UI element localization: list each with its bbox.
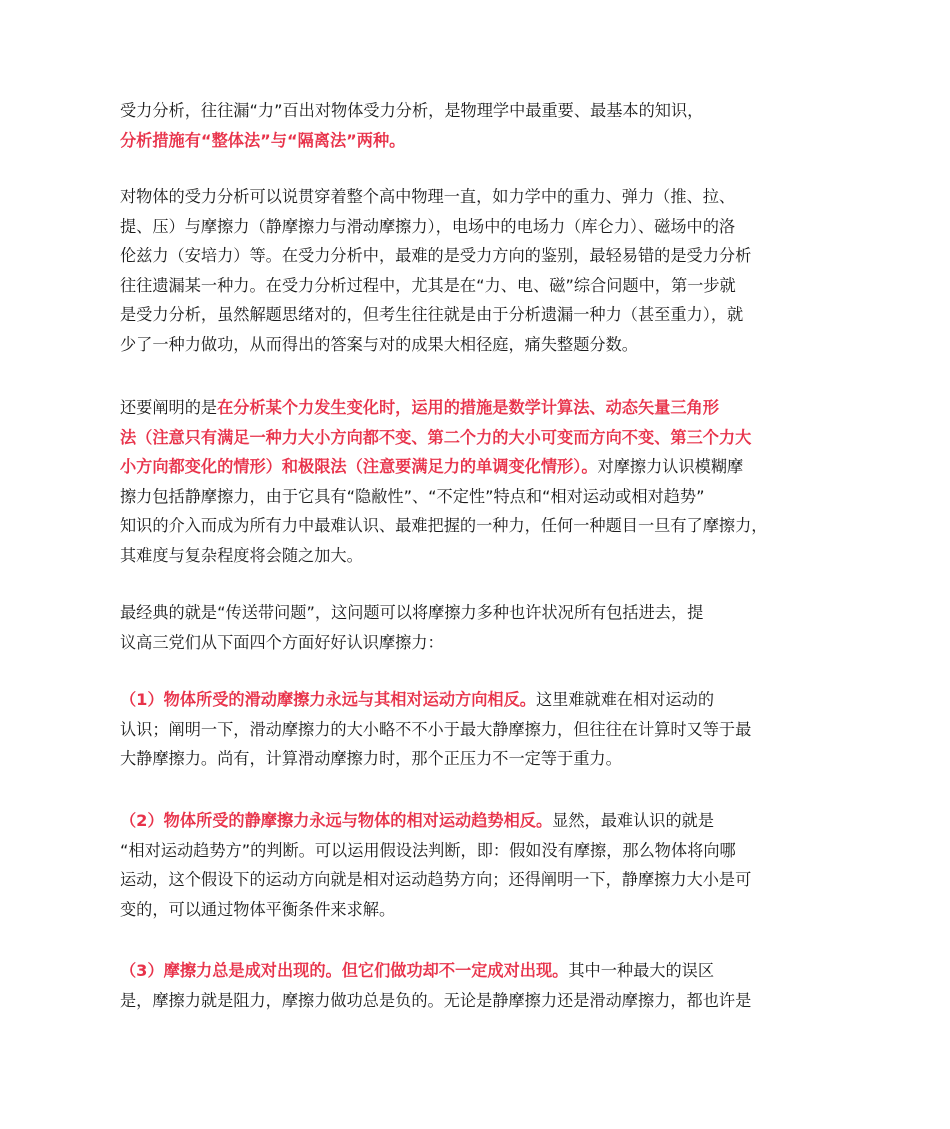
paragraph-point-3 — [120, 956, 832, 1015]
text-line — [120, 452, 832, 482]
text-line — [120, 715, 832, 745]
text-run: “相对运动趋势方”的判断。可以运用假设法判断，即：假如没有摩擦，那么物体将向哪 — [120, 840, 736, 860]
text-run: 知识的介入而成为所有力中最难认识、最难把握的一种力，任何一种题目一旦有了摩擦力， — [120, 516, 768, 535]
text-line — [120, 393, 832, 423]
highlight-run: 分析措施有“整体法”与“隔离法”两种。 — [120, 130, 406, 150]
text-run: 提、压）与摩擦力（静摩擦力与滑动摩擦力），电场中的电场力（库仑力）、磁场中的洛 — [120, 216, 736, 236]
text-run: 擦力包括静摩擦力，由于它具有“隐敝性”、“不定性”特点和“相对运动或相对趋势” — [120, 486, 705, 506]
text-run: 往往遗漏某一种力。在受力分析过程中，尤其是在“力、电、磁”综合问题中，第一步就 — [120, 275, 736, 295]
text-line — [120, 956, 832, 986]
text-run: 变的，可以通过物体平衡条件来求解。 — [120, 899, 396, 919]
text-run: 显然，最难认识的就是 — [552, 811, 715, 830]
text-run: 认识；阐明一下，滑动摩擦力的大小略不不小于最大静摩擦力，但往往在计算时又等于最 — [120, 719, 752, 739]
text-line — [120, 96, 832, 126]
text-run: 议高三党们从下面四个方面好好认识摩擦力： — [120, 632, 444, 652]
text-line — [120, 628, 832, 658]
text-line — [120, 895, 832, 925]
text-run: 最经典的就是“传送带问题”，这问题可以将摩擦力多种也许状况所有包括进去，提 — [120, 603, 704, 622]
text-run: 对摩擦力认识模糊摩 — [597, 457, 744, 476]
paragraph-force-analysis — [120, 182, 832, 359]
text-line — [120, 482, 832, 512]
text-line — [120, 423, 832, 453]
text-line — [120, 744, 832, 774]
text-line — [120, 511, 832, 541]
highlight-run: 小方向都变化的情形）和极限法（注意要满足力的单调变化情形）。 — [120, 457, 598, 476]
text-line — [120, 836, 832, 866]
text-line — [120, 986, 832, 1016]
text-line — [120, 271, 832, 301]
text-run: 还要阐明的是 — [120, 398, 218, 417]
text-line — [120, 865, 832, 895]
text-run: 是，摩擦力就是阻力，摩擦力做功总是负的。无论是静摩擦力还是滑动摩擦力，都也许是 — [120, 990, 752, 1010]
text-line — [120, 806, 832, 836]
paragraph-point-2 — [120, 806, 832, 924]
text-run: 大静摩擦力。尚有，计算滑动摩擦力时，那个正压力不一定等于重力。 — [120, 749, 622, 768]
text-line — [120, 541, 832, 571]
highlight-run: （2）物体所受的静摩擦力永远与物体的相对运动趋势相反。 — [120, 811, 553, 830]
text-run: 伦兹力（安培力）等。在受力分析中，最难的是受力方向的鉴别，最轻易错的是受力分析 — [120, 246, 752, 265]
text-run: 其难度与复杂程度将会随之加大。 — [120, 545, 363, 565]
text-line — [120, 330, 832, 360]
text-run: 受力分析，往往漏“力”百出对物体受力分析，是物理学中最重要、最基本的知识， — [120, 101, 704, 120]
highlight-run: （1）物体所受的滑动摩擦力永远与其相对运动方向相反。 — [120, 690, 536, 709]
text-run: 这里难就难在相对运动的 — [535, 690, 715, 709]
text-line — [120, 300, 832, 330]
paragraph-intro — [120, 96, 832, 155]
text-run: 是受力分析，虽然解题思绪对的，但考生往往就是由于分析遗漏一种力（甚至重力），就 — [120, 305, 744, 324]
text-run: 少了一种力做功，从而得出的答案与对的成果大相径庭，痛失整题分数。 — [120, 334, 638, 354]
text-line — [120, 126, 832, 156]
paragraph-conveyor — [120, 598, 832, 657]
highlight-run: 法（注意只有满足一种力大小方向都不变、第二个力的大小可变而方向不变、第三个力大 — [120, 427, 752, 447]
text-line — [120, 685, 832, 715]
text-line — [120, 241, 832, 271]
highlight-run: 在分析某个力发生变化时，运用的措施是数学计算法、动态矢量三角形 — [217, 398, 719, 417]
text-line — [120, 598, 832, 628]
text-run: 其中一种最大的误区 — [568, 961, 715, 980]
paragraph-point-1 — [120, 685, 832, 774]
text-run: 对物体的受力分析可以说贯穿着整个高中物理一直，如力学中的重力、弹力（推、拉、 — [120, 187, 736, 206]
highlight-run: （3）摩擦力总是成对出现的。但它们做功却不一定成对出现。 — [120, 961, 569, 980]
paragraph-methods — [120, 393, 832, 570]
text-line — [120, 212, 832, 242]
text-line — [120, 182, 832, 212]
text-run: 运动，这个假设下的运动方向就是相对运动趋势方向；还得阐明一下，静摩擦力大小是可 — [120, 870, 752, 889]
